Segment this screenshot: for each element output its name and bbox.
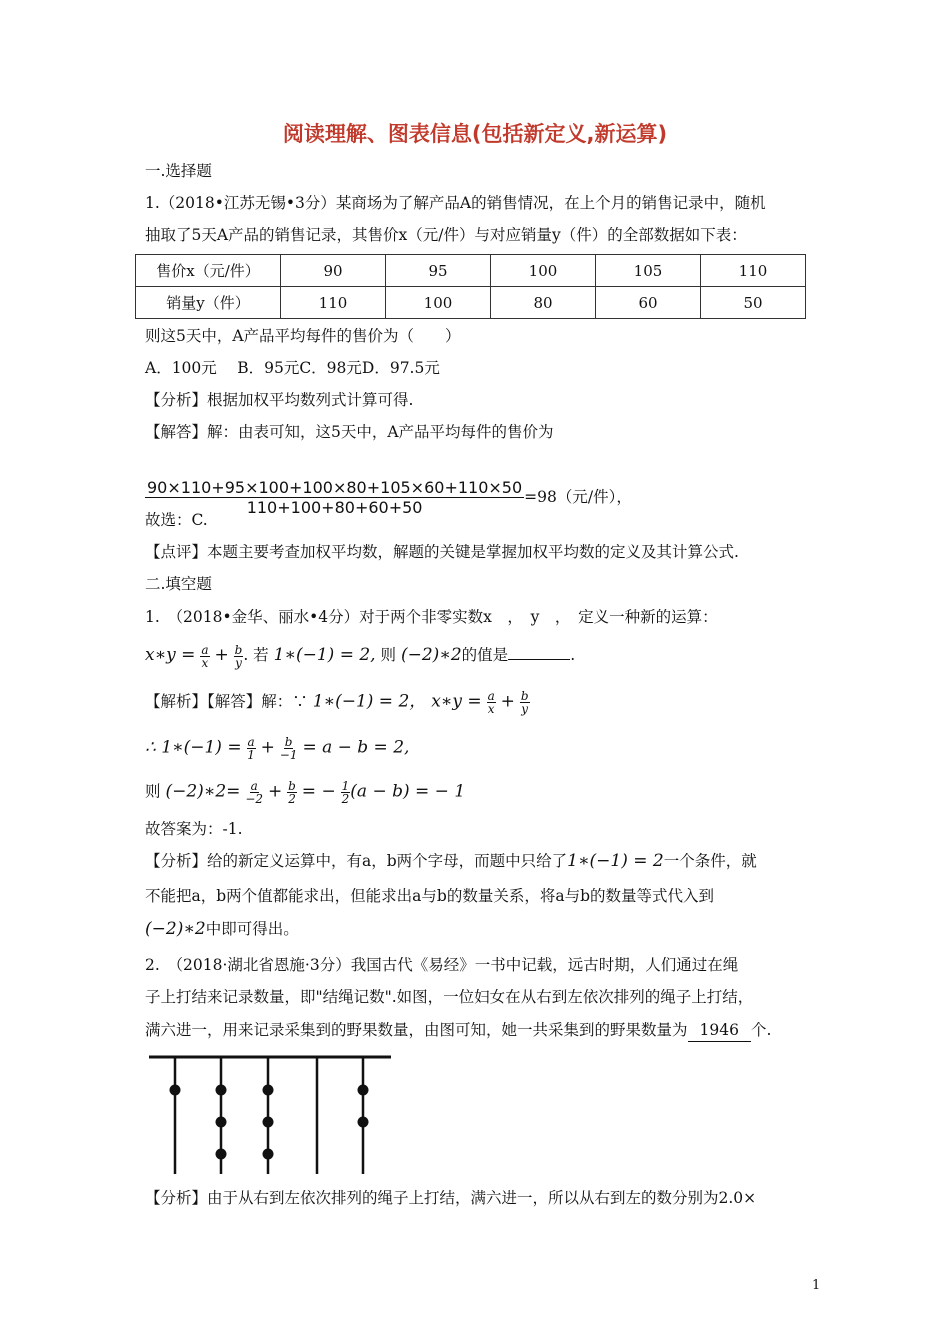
q2-then-line: 则 (−2)∗2= $\frac{a}{-2}$ + $\frac{b}{2}$ = − $\frac{1}{2}$ (a − b) = − 1 (145, 779, 466, 806)
q3-line3: 满六进一，用来记录采集到的野果数量，由图可知，她一共采集到的野果数量为 1946 个. (145, 1019, 771, 1042)
q2-solution-line: 【解析】【解答】解：∵ 1∗(−1) = 2， x∗y = $\frac{a}{x}$ + $\frac{b}{y}$ (145, 689, 529, 716)
section-heading-fill: 二.填空题 (145, 575, 212, 593)
knot (263, 1117, 274, 1128)
formula-result: =98（元/件）， (524, 488, 632, 506)
def-expression: x∗y = (145, 645, 196, 665)
knot (358, 1085, 369, 1096)
table-header-price: 售价x（元/件） (136, 255, 281, 287)
formula-numerator: 90×110+95×100+100×80+105×60+110×50 (147, 478, 523, 497)
sales-table (135, 254, 806, 319)
ask-expression: (−2)∗2 (400, 645, 462, 665)
knot (170, 1085, 181, 1096)
condition-expression: 1∗(−1) = 2, (273, 645, 376, 665)
q1-choice: 故选：C. (145, 511, 208, 529)
table-cell: 50 (701, 287, 806, 319)
q2-analysis-line3: (−2)∗2中即可得出。 (145, 919, 299, 939)
page-number: 1 (812, 1278, 821, 1293)
table-cell: 95 (386, 255, 491, 287)
table-cell: 105 (596, 255, 701, 287)
q1-analysis: 【分析】根据加权平均数列式计算可得. (145, 391, 414, 409)
table-cell: 100 (386, 287, 491, 319)
table-cell: 110 (701, 255, 806, 287)
knot (216, 1117, 227, 1128)
table-cell: 80 (491, 287, 596, 319)
table-row (136, 287, 806, 319)
q1-question: 则这5天中，A产品平均每件的售价为（ ） (145, 327, 461, 345)
table-row (136, 255, 806, 287)
table-cell: 100 (491, 255, 596, 287)
q3-line1: 2. （2018·湖北省恩施·3分）我国古代《易经》一书中记载，远古时期，人们通过在绳 (145, 956, 739, 974)
def-frac-b: $\frac{b}{y}$ (234, 642, 243, 670)
table-header-quantity: 销量y（件） (136, 287, 281, 319)
weighted-average-formula (145, 478, 632, 517)
q3-answer: 1946 (688, 1019, 751, 1042)
knot (263, 1085, 274, 1096)
answer-blank (508, 643, 570, 660)
q3-analysis: 【分析】由于从右到左依次排列的绳子上打结，满六进一，所以从右到左的数分别为2.0× (145, 1189, 757, 1207)
q1-line1: 1.（2018•江苏无锡•3分）某商场为了解产品A的销售情况，在上个月的销售记录中，随机 (145, 194, 766, 212)
q2-analysis-line2: 不能把a，b两个值都能求出，但能求出a与b的数量关系，将a与b的数量等式代入到 (145, 887, 714, 905)
q3-line2: 子上打结来记录数量，即"结绳记数".如图，一位妇女在从右到左依次排列的绳子上打结， (145, 988, 754, 1006)
q2-final-answer: 故答案为：-1. (145, 820, 243, 838)
q1-options: A．100元 B．95元C．98元D．97.5元 (145, 359, 440, 377)
q2-analysis-line1: 【分析】给的新定义运算中，有a，b两个字母，而题中只给了1∗(−1) = 2一个条件，就 (145, 851, 757, 871)
knot (263, 1149, 274, 1160)
table-cell: 60 (596, 287, 701, 319)
q1-line2: 抽取了5天A产品的销售记录，其售价x（元/件）与对应销量y（件）的全部数据如下表： (145, 226, 747, 244)
section-heading-choice: 一.选择题 (145, 162, 212, 180)
def-frac-a: $\frac{a}{x}$ (201, 642, 209, 670)
knot (358, 1117, 369, 1128)
knot (216, 1149, 227, 1160)
q2-therefore-line: ∴ 1∗(−1) = $\frac{a}{1}$ + $\frac{b}{-1}$ = a − b = 2, (145, 735, 410, 762)
table-cell: 110 (281, 287, 386, 319)
q1-solution: 【解答】解：由表可知，这5天中，A产品平均每件的售价为 (145, 423, 554, 441)
knot-rope-diagram (145, 1052, 395, 1177)
knot (216, 1085, 227, 1096)
formula-denominator: 110+100+80+60+50 (246, 498, 423, 517)
page-title: 阅读理解、图表信息(包括新定义,新运算) (282, 122, 668, 146)
q1-comment: 【点评】本题主要考查加权平均数，解题的关键是掌握加权平均数的定义及其计算公式. (145, 543, 739, 561)
q2-line1: 1. （2018•金华、丽水•4分）对于两个非零实数x ， y ， 定义一种新的运算： (145, 608, 718, 626)
table-cell: 90 (281, 255, 386, 287)
q2-definition-line: x∗y = $\frac{a}{x}$ + $\frac{b}{y}$ . 若 1∗(−1) = 2, 则 (−2)∗2的值是 . (145, 642, 576, 670)
